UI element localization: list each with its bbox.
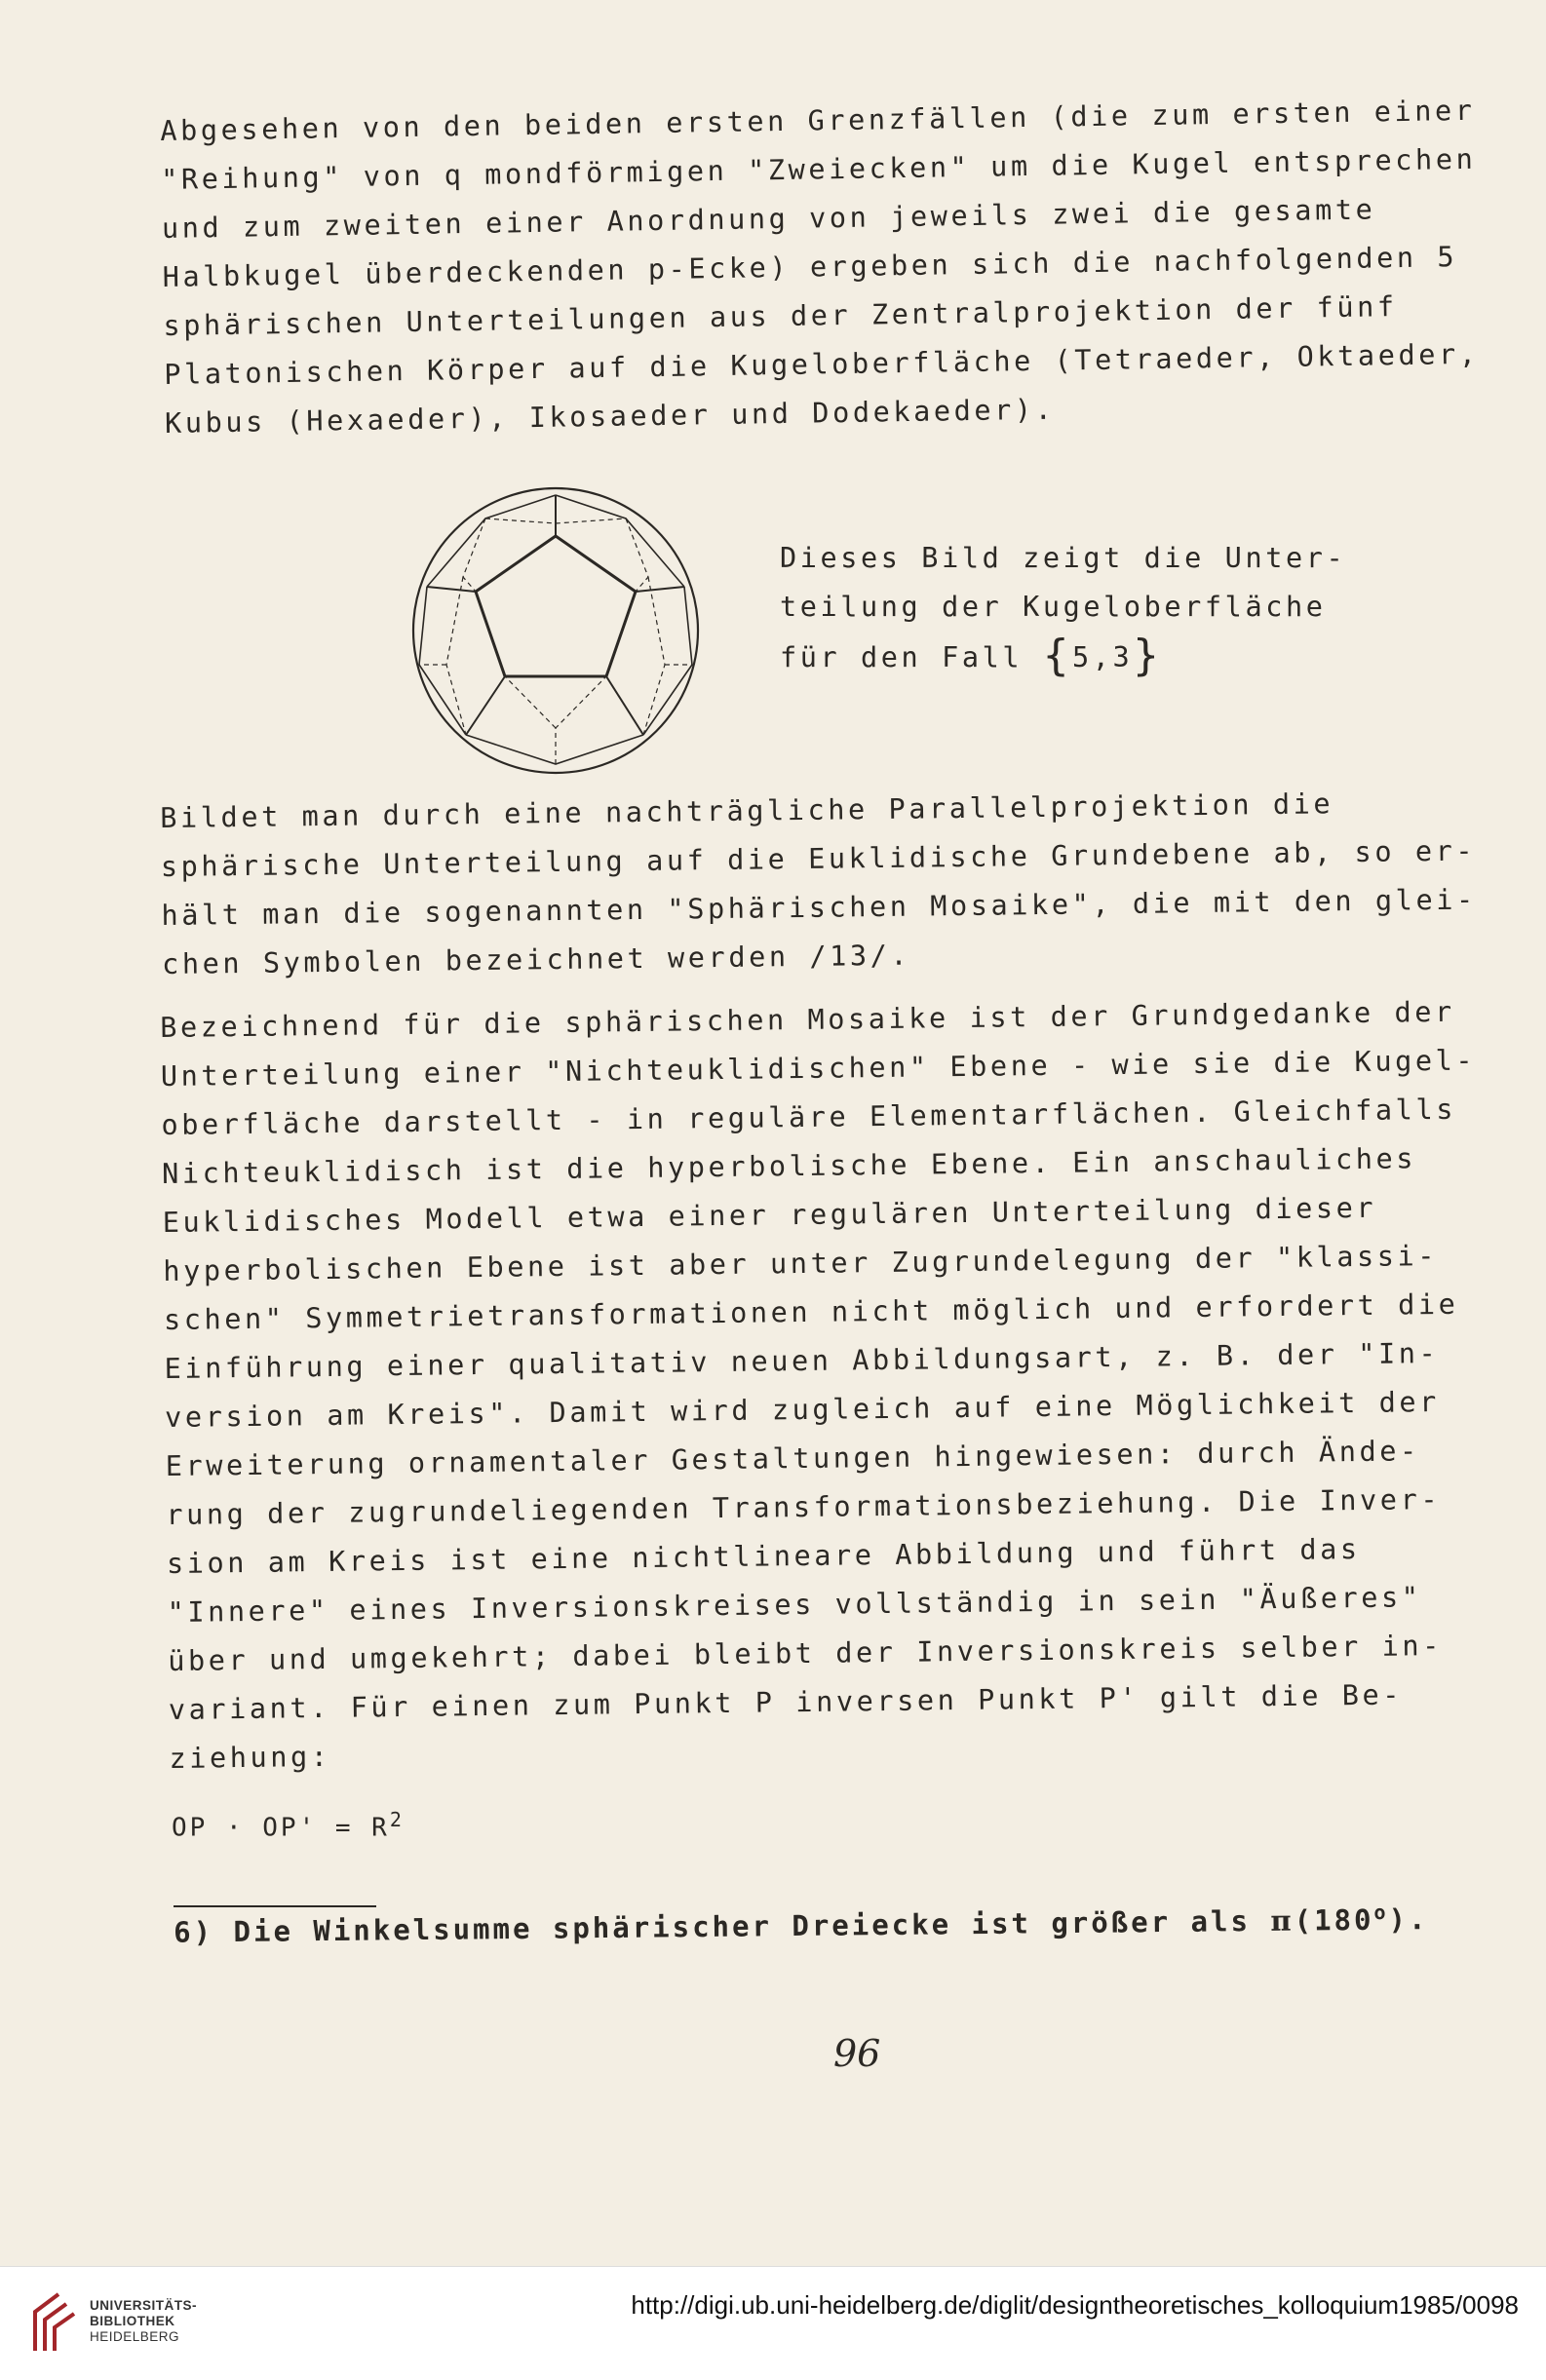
sphere-dodecahedron-figure (409, 480, 702, 782)
text-line: Platonischen Körper auf die Kugeloberfläche (Tetraeder, Oktaeder, (164, 337, 1480, 391)
text-line: variant. Für einen zum Punkt P inversen Punkt P' gilt die Be- (168, 1678, 1404, 1726)
library-line: HEIDELBERG (90, 2329, 180, 2344)
permalink-url[interactable]: http://digi.ub.uni-heidelberg.de/diglit/designtheoretisches_kolloquium1985/0098 (631, 2290, 1519, 2320)
paragraph-projection (160, 779, 1477, 989)
paragraph-hyperbolic (160, 988, 1476, 1784)
footnote-value: (180 (1294, 1902, 1374, 1938)
text-line: Abgesehen von den beiden ersten Grenzfällen (die zum ersten einer (160, 94, 1476, 147)
library-name[interactable] (90, 2298, 197, 2345)
text-line: hyperbolischen Ebene ist aber unter Zugrundelegung der "klassi- (163, 1240, 1439, 1287)
library-line: UNIVERSITÄTS- (90, 2298, 198, 2313)
library-line: BIBLIOTHEK (90, 2314, 175, 2328)
library-logo-icon[interactable] (29, 2290, 88, 2355)
footnote-rule (174, 1905, 376, 1907)
text-line: schen" Symmetrietransformationen nicht möglich und erfordert die (163, 1287, 1459, 1336)
inversion-formula (172, 1808, 405, 1843)
text-line: hält man die sogenannten "Sphärischen Mosaike", die mit den glei- (161, 883, 1477, 932)
text-line: und zum zweiten einer Anordnung von jeweils zwei die gesamte (161, 193, 1376, 245)
text-line: sphärische Unterteilung auf die Euklidische Grundebene ab, so er- (160, 834, 1477, 883)
footnote-end: ). (1388, 1902, 1429, 1937)
footnote-text: 6) Die Winkelsumme sphärischer Dreiecke ist größer als (174, 1903, 1271, 1949)
degree-mark: o (1373, 1900, 1389, 1925)
caption-line-text: für den Fall (780, 641, 1024, 673)
paragraph-intro (160, 87, 1480, 448)
text-line: version am Kreis". Damit wird zugleich auf eine Möglichkeit der (164, 1385, 1441, 1434)
text-line: Erweiterung ornamentaler Gestaltungen hingewiesen: durch Ände- (165, 1435, 1420, 1482)
text-line: Einführung einer qualitativ neuen Abbildungsart, z. B. der "In- (164, 1336, 1440, 1385)
pi-symbol: π (1270, 1903, 1295, 1938)
caption-line: teilung der Kugeloberfläche (780, 591, 1327, 623)
text-line: sphärischen Unterteilungen aus der Zentralprojektion der fünf (163, 290, 1398, 342)
text-line: Halbkugel überdeckenden p-Ecke) ergeben sich die nachfolgenden 5 (162, 241, 1458, 293)
page-number: 96 (833, 2032, 881, 2075)
text-line: chen Symbolen bezeichnet werden /13/. (161, 939, 911, 980)
text-line: Nichteuklidisch ist die hyperbolische Ebene. Ein anschauliches (161, 1142, 1417, 1190)
text-line: "Reihung" von q mondförmigen "Zweiecken" um die Kugel entsprechen (160, 142, 1477, 196)
text-line: Euklidisches Modell etwa einer regulären Unterteilung dieser (162, 1191, 1377, 1239)
text-line: Kubus (Hexaeder), Ikosaeder und Dodekaeder). (164, 393, 1056, 440)
text-line: Bezeichnend für die sphärischen Mosaike ist der Grundgedanke der (160, 995, 1455, 1044)
text-line: Unterteilung einer "Nichteuklidischen" Ebene - wie sie die Kugel- (160, 1044, 1477, 1093)
schlaefli-symbol: 5,3 (1071, 641, 1134, 673)
formula-text: OP · OP' = R (172, 1813, 390, 1843)
text-line: sion am Kreis ist eine nichtlineare Abbildung und führt das (166, 1532, 1361, 1580)
text-line: über und umgekehrt; dabei bleibt der Inversionskreis selber in- (168, 1629, 1444, 1677)
text-line: ziehung: (169, 1740, 331, 1775)
text-line: "Innere" eines Inversionskreises vollständig in sein "Äußeres" (167, 1581, 1422, 1629)
text-line: Bildet man durch eine nachträgliche Parallelprojektion die (160, 787, 1334, 834)
figure-caption (780, 534, 1346, 682)
formula-exponent: 2 (389, 1808, 405, 1831)
footnote (174, 1900, 1429, 1949)
text-line: oberfläche darstellt - in reguläre Elementarflächen. Gleichfalls (161, 1093, 1457, 1141)
caption-line: Dieses Bild zeigt die Unter- (780, 542, 1347, 574)
footer-bar (0, 2266, 1546, 2380)
caption-line: für den Fall {5,3} (780, 631, 1163, 680)
text-line: rung der zugrundeliegenden Transformationsbeziehung. Die Inver- (166, 1482, 1442, 1531)
